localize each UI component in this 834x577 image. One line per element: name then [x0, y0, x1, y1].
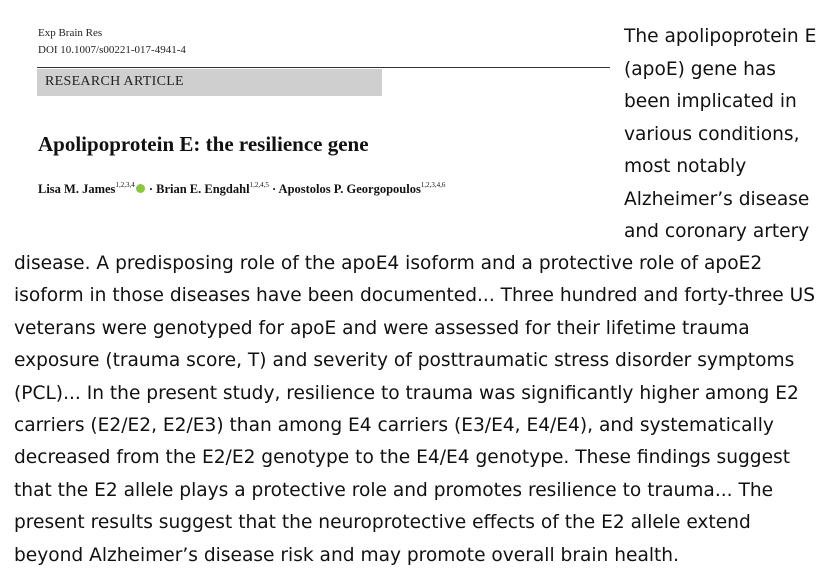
text-line: most notably: [624, 156, 747, 177]
author-affiliation: 1,2,3,4,6: [420, 181, 446, 189]
orcid-icon: [136, 184, 145, 193]
header-rule: [37, 67, 610, 68]
author-list: [38, 180, 445, 198]
text-line: isoform in those diseases have been documented... Three hundred and forty-three US: [14, 285, 816, 307]
text-line: that the E2 allele plays a protective role and promotes resilience to trauma... The: [14, 479, 774, 501]
author-name: Lisa M. James: [38, 182, 116, 196]
article-type-band: [37, 69, 382, 96]
author-name: Apostolos P. Georgopoulos: [278, 182, 421, 196]
author-separator: ·: [268, 182, 279, 196]
text-line: The apolipoprotein E: [624, 26, 817, 47]
article-type-label: RESEARCH ARTICLE: [45, 74, 184, 89]
doi: DOI 10.1007/s00221-017-4941-4: [38, 44, 186, 56]
text-line: disease. A predisposing role of the apoE4 isoform and a protective role of apoE2: [14, 253, 763, 274]
text-line: various conditions,: [624, 123, 800, 145]
text-line: present results suggest that the neuroprotective effects of the E2 allele extend: [14, 512, 751, 534]
paper-title: Apolipoprotein E: the resilience gene: [38, 132, 369, 156]
journal-name: Exp Brain Res: [38, 27, 103, 39]
abstract-side-column: [624, 21, 824, 249]
text-line: (apoE) gene has: [624, 58, 776, 80]
text-line: been implicated in: [624, 91, 797, 112]
text-line: decreased from the E2/E2 genotype to the E4/E4 genotype. These findings suggest: [14, 447, 791, 469]
author-name: Brian E. Engdahl: [156, 182, 250, 196]
author-affiliation: 1,2,4,5: [249, 181, 269, 189]
author-affiliation: 1,2,3,4: [115, 181, 135, 189]
text-line: veterans were genotyped for apoE and were assessed for their lifetime trauma: [14, 317, 750, 339]
text-line: carriers (E2/E2, E2/E3) than among E4 carriers (E3/E4, E4/E4), and systematically: [14, 415, 774, 437]
paper-header-image: [0, 0, 612, 245]
text-line: Alzheimer’s disease: [624, 188, 810, 210]
author-separator: ·: [145, 182, 157, 196]
abstract-body: [14, 248, 829, 572]
text-line: exposure (trauma score, T) and severity of posttraumatic stress disorder symptoms: [14, 350, 795, 372]
text-line: (PCL)... In the present study, resilience to trauma was significantly higher among E2: [14, 382, 799, 404]
text-line: beyond Alzheimer’s disease risk and may promote overall brain health.: [14, 544, 679, 566]
text-line: and coronary artery: [624, 221, 810, 242]
